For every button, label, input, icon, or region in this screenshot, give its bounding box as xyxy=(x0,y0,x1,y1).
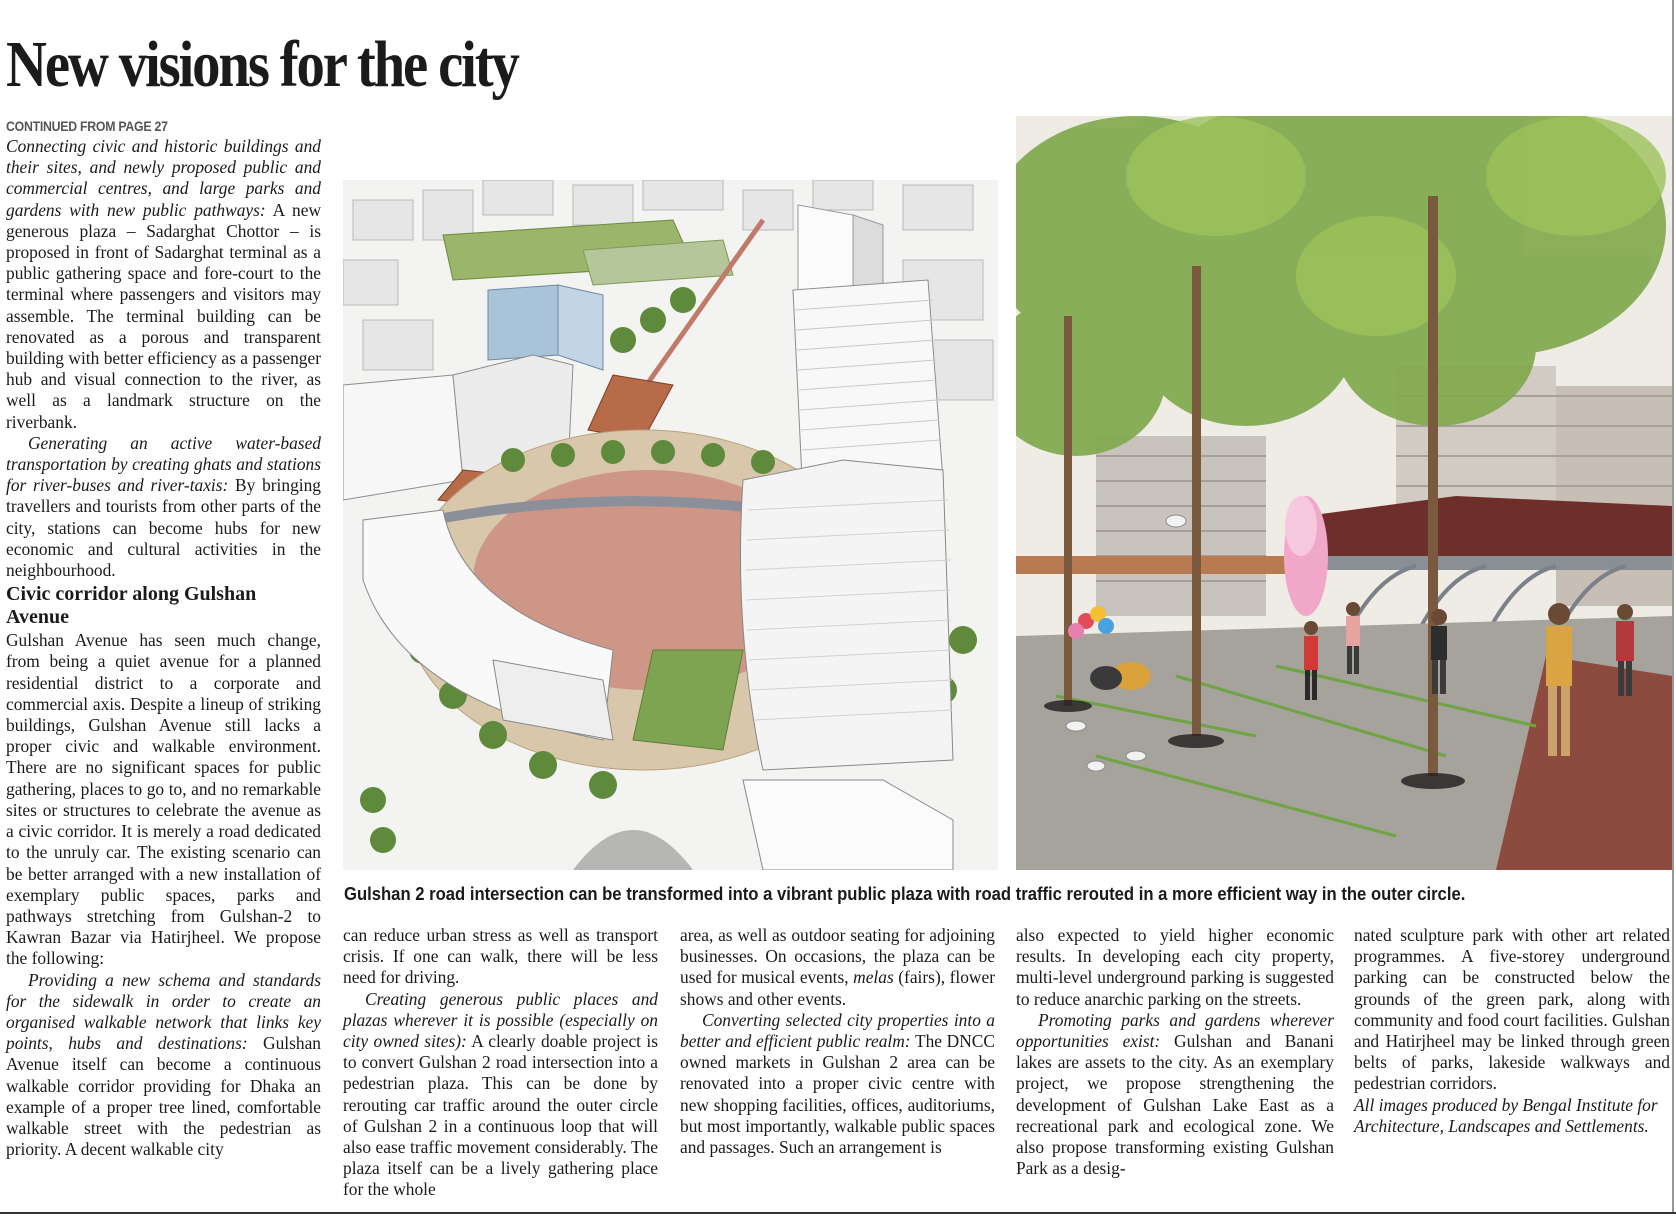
italic-word: melas xyxy=(853,967,894,988)
paragraph-text: Gulshan Avenue itself can become a continuous walkable corridor providing for Dhaka an example of a proper tree lined, comfortable walkable street with the pedestrian as priority. A decent walkable city xyxy=(6,1033,321,1160)
paragraph-text: A new generous plaza – Sadarghat Chottor – is proposed in front of Sadarghat terminal as a public gathering space and fore-court to the terminal where passengers and visitors may assemble. The terminal building can be renovated as a porous and transparent building with better efficiency as a passenger hub and visual connection to the river, as well as a landmark structure on the riverbank. xyxy=(6,199,321,432)
italic-lead: Providing a new schema and standards for the sidewalk in order to create an organised walkable network that links key points, hubs and destinations: xyxy=(6,969,321,1054)
paragraph xyxy=(343,925,658,989)
paragraph xyxy=(6,136,321,433)
paragraph-text: Gulshan and Banani lakes are assets to the city. As an exemplary project, we propose strengthening the development of Gulshan Lake East as a recreational park and ecological zone. We also propose transforming existing Gulshan Park as a desig- xyxy=(1016,1031,1335,1179)
paragraph xyxy=(1016,1010,1334,1180)
paragraph-text: By bringing travellers and tourists from other parts of the city, stations can become hubs for new economic and cultural activities in the neighbourhood. xyxy=(6,475,321,581)
italic-lead: Creating generous public places and plazas wherever it is possible (especially on city owned sites): xyxy=(343,988,658,1052)
article-column-1 xyxy=(6,116,321,1160)
paragraph-text: (fairs), flower shows and other events. xyxy=(680,967,995,1009)
article-column-2 xyxy=(343,925,658,1201)
article-column-3 xyxy=(680,925,995,1158)
article-column-5 xyxy=(1354,925,1670,1137)
paragraph-text: can reduce urban stress as well as transport crisis. If one can walk, there will be less need for driving. xyxy=(343,925,658,988)
italic-lead: Generating an active water-based transportation by creating ghats and stations for river-buses and river-taxis: xyxy=(6,432,321,496)
headline: New visions for the city xyxy=(6,28,518,101)
paragraph xyxy=(6,433,321,581)
continued-from-kicker: CONTINUED FROM PAGE 27 xyxy=(6,118,168,134)
aerial-plaza-rendering xyxy=(343,180,998,870)
italic-lead: Promoting parks and gardens wherever opportunities exist: xyxy=(1016,1009,1334,1052)
figure-caption: Gulshan 2 road intersection can be transformed into a vibrant public plaza with road traffic rerouted in a more efficient way in the outer circle. xyxy=(344,883,1466,904)
paragraph xyxy=(6,970,321,1161)
paragraph xyxy=(680,925,995,1010)
paragraph-text: Gulshan Avenue has seen much change, from being a quiet avenue for a planned residential district to a corporate and commercial axis. Despite a lineup of striking buildings, Gulshan Avenue still lacks a proper civic and walkable environment. There are no significant spaces for public gathering, places to go to, and no remarkable sites or structures to celebrate the avenue as a civic corridor. It is merely a road dedicated to the unruly car. The existing scenario can be better arranged with a new installation of exemplary public spaces, parks and pathways stretching from Gulshan-2 to Kawran Bazar via Hatirjheel. We propose the following: xyxy=(6,630,321,969)
street-plaza-rendering xyxy=(1016,116,1672,870)
image-credit: All images produced by Bengal Institute for Architecture, Landscapes and Settlements. xyxy=(1354,1094,1658,1136)
paragraph-text: The DNCC owned markets in Gulshan 2 area can be renovated into a proper civic centre with new shopping facilities, offices, auditoriums, but most importantly, walkable public spaces and passages. Such an arrangement is xyxy=(680,1031,995,1158)
paragraph xyxy=(1354,925,1670,1095)
aerial-illustration xyxy=(343,180,998,870)
paragraph xyxy=(343,989,658,1201)
paragraph-text: nated sculpture park with other art related programmes. A five-storey underground parking can be constructed below the grounds of the green park, along with community and food court facilities. Gulshan and Hatirjheel may be linked through green belts of parks, lakeside walkways and pedestrian corridors. xyxy=(1354,925,1670,1094)
article-column-4 xyxy=(1016,925,1334,1179)
plaza-illustration xyxy=(1016,116,1672,870)
section-subhead: Civic corridor along Gulshan Avenue xyxy=(6,583,257,629)
paragraph xyxy=(1016,925,1334,1010)
bottom-rule xyxy=(0,1212,1676,1214)
paragraph-text: also expected to yield higher economic results. In developing each city property, multi-level underground parking is suggested to reduce anarchic parking on the streets. xyxy=(1016,925,1334,1009)
paragraph-text: A clearly doable project is to convert Gulshan 2 road intersection into a pedestrian plaza. This can be done by rerouting car traffic around the outer circle of Gulshan 2 in a continuous loop that will also ease traffic movement considerably. The plaza itself can be a lively gathering place for the whole xyxy=(343,1031,659,1200)
paragraph xyxy=(6,630,321,969)
paragraph-text: area, as well as outdoor seating for adjoining businesses. On occasions, the plaza can be used for musical events, xyxy=(680,925,995,988)
italic-lead: Connecting civic and historic buildings and their sites, and newly proposed public and commercial centres, and large parks and gardens with new public pathways: xyxy=(6,136,321,220)
paragraph xyxy=(680,1010,995,1158)
italic-lead: Converting selected city properties into a better and efficient public realm: xyxy=(680,1009,995,1052)
right-rule xyxy=(1672,0,1674,1212)
